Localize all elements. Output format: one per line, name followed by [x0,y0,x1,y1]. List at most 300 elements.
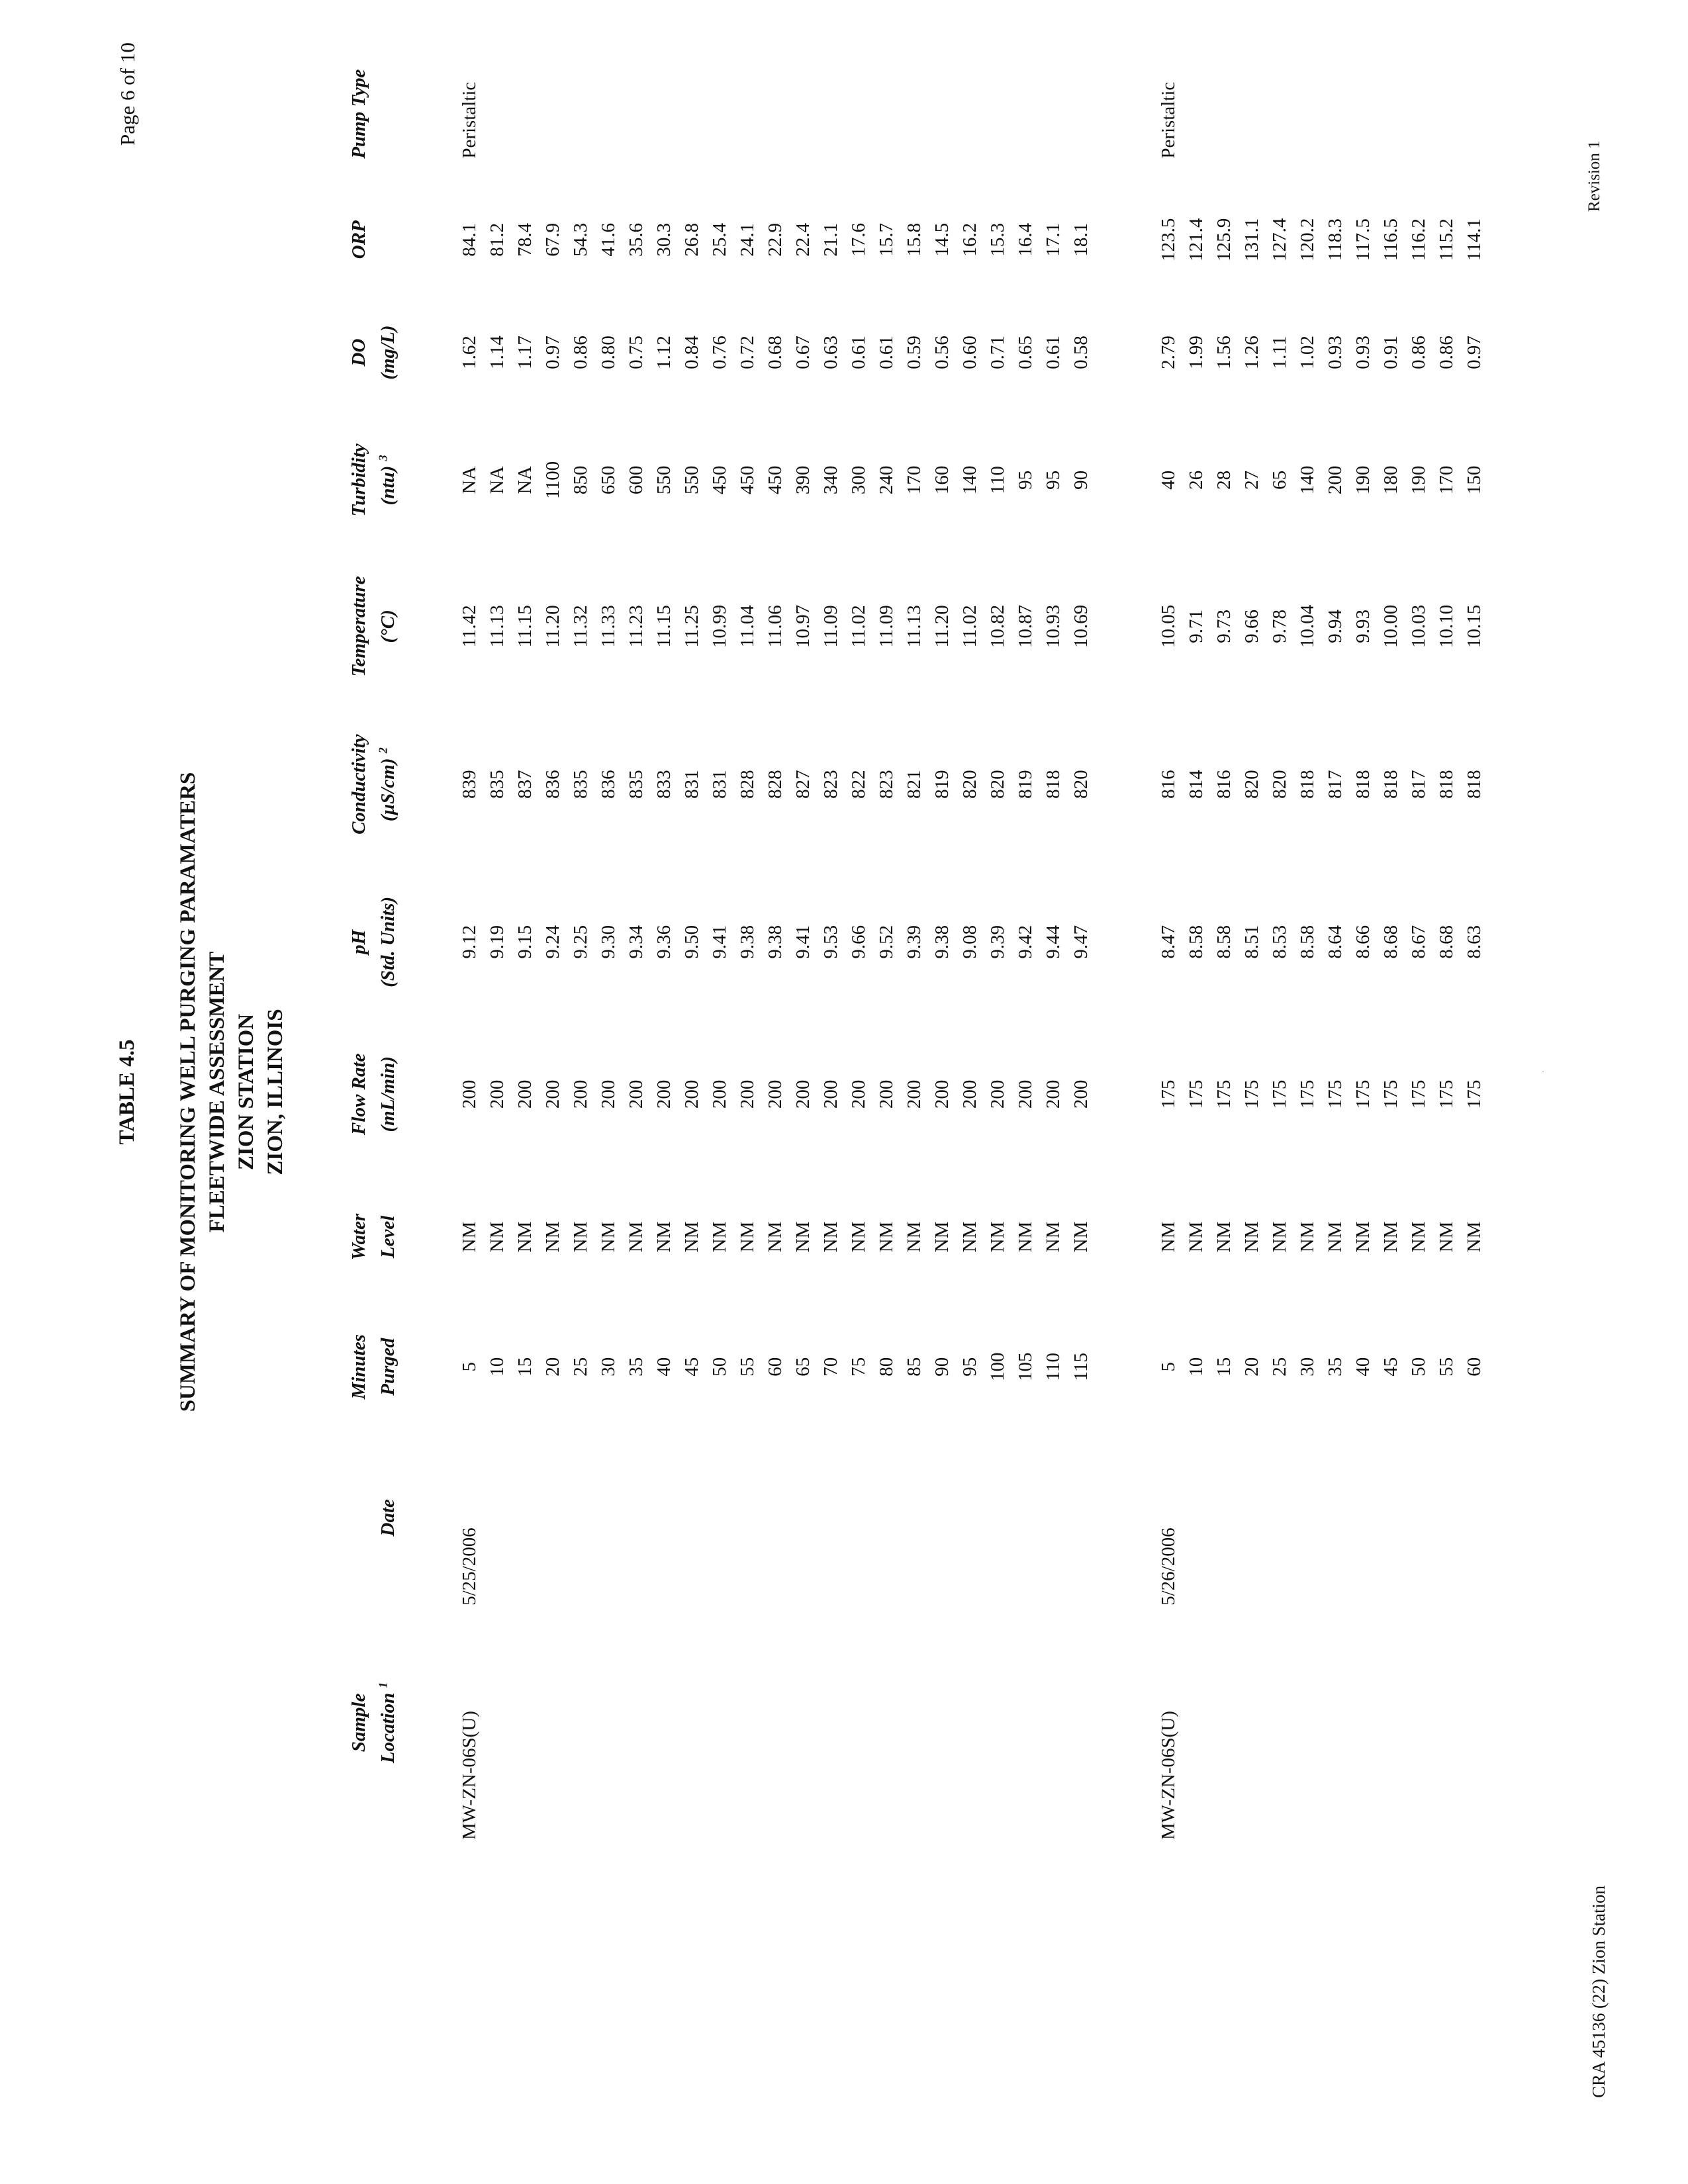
do-cell: 0.75 [626,336,647,369]
temperature-cell: 11.09 [820,605,841,648]
orp-cell: 41.6 [598,222,619,257]
do-cell: 0.65 [1015,336,1036,369]
turbidity-units-text: (ntu) [377,465,399,506]
ph-cell: 9.24 [542,925,563,959]
flow-rate-cell: 200 [792,1079,814,1109]
table-row [1293,0,1321,1840]
water-level-cell: NM [737,1221,758,1253]
header-pump-type: Pump Type [348,69,369,159]
orp-cell: 117.5 [1352,218,1374,261]
water-level-cell: NM [848,1221,869,1253]
minutes-purged-cell: 35 [1325,1357,1346,1377]
flow-rate-cell: 200 [904,1079,925,1109]
orp-cell: 115.2 [1436,218,1457,261]
conductivity-cell: 817 [1408,770,1429,799]
flow-rate-cell: 200 [459,1079,480,1109]
table-row [1067,0,1095,1840]
do-cell: 0.61 [876,336,897,369]
water-level-cell: NM [653,1221,675,1253]
table-row [1405,0,1432,1840]
orp-cell: 26.8 [681,222,702,257]
water-level-cell: NM [904,1221,925,1253]
conductivity-cell: 817 [1325,770,1346,799]
turbidity-cell: 40 [1158,470,1179,490]
do-cell: 0.61 [1043,336,1064,369]
temperature-cell: 11.20 [542,605,563,648]
minutes-purged-cell: 45 [681,1357,702,1377]
header-do-units: (mg/L) [377,325,399,380]
table-row [594,0,622,1840]
table-row [539,0,567,1840]
orp-cell: 116.2 [1408,218,1429,261]
conductivity-cell: 828 [737,770,758,799]
do-cell: 1.02 [1297,336,1318,369]
header-row-1 [344,0,373,1840]
table-row [845,0,872,1840]
turbidity-cell: NA [459,466,480,494]
temperature-cell: 11.09 [876,605,897,648]
ph-cell: 9.25 [570,925,591,959]
conductivity-cell: 818 [1043,770,1064,799]
do-cell: 1.26 [1241,336,1262,369]
orp-cell: 15.3 [987,222,1008,257]
table-body [455,0,1488,1840]
minutes-purged-cell: 25 [1269,1357,1290,1377]
do-cell: 0.84 [681,336,702,369]
orp-cell: 125.9 [1213,218,1235,261]
sample-location: MW-ZN-06S(U) [459,1711,480,1840]
ph-cell: 9.41 [709,925,730,959]
conductivity-cell: 819 [1015,770,1036,799]
ph-cell: 8.68 [1436,925,1457,959]
flow-rate-cell: 200 [653,1079,675,1109]
sample-date: 5/26/2006 [1158,1527,1179,1606]
flow-rate-cell: 175 [1297,1079,1318,1109]
flow-rate-cell: 200 [626,1079,647,1109]
minutes-purged-cell: 15 [1213,1357,1235,1377]
temperature-cell: 11.02 [848,605,869,648]
turbidity-cell: 1100 [542,461,563,499]
minutes-purged-cell: 65 [792,1357,814,1377]
flow-rate-cell: 200 [765,1079,786,1109]
flow-rate-cell: 200 [681,1079,702,1109]
header-conductivity-units [373,703,402,866]
minutes-purged-cell: 35 [626,1357,647,1377]
ph-cell: 9.66 [848,925,869,959]
ph-cell: 9.34 [626,925,647,959]
sample-location: MW-ZN-06S(U) [1158,1711,1179,1840]
orp-cell: 118.3 [1325,218,1346,261]
turbidity-cell: 160 [931,465,953,495]
ph-cell: 9.42 [1015,925,1036,959]
do-cell: 0.67 [792,336,814,369]
pump-type: Peristaltic [459,81,480,159]
water-level-cell: NM [1070,1221,1092,1253]
conductivity-cell: 816 [1158,770,1179,799]
table-number: TABLE 4.5 [115,1039,139,1145]
temperature-cell: 10.05 [1158,604,1179,648]
header-row-2 [373,0,402,1840]
ph-cell: 9.53 [820,925,841,959]
turbidity-cell: 28 [1213,470,1235,490]
flow-rate-cell: 200 [1070,1079,1092,1109]
header-minutes: Minutes [348,1334,369,1400]
temperature-cell: 11.06 [765,605,786,648]
temperature-cell: 9.73 [1213,610,1235,643]
footnote-3-mark: 3 [376,455,390,461]
table-row [1182,0,1210,1840]
temperature-cell: 10.10 [1436,604,1457,648]
conductivity-cell: 818 [1436,770,1457,799]
table-row [1432,0,1460,1840]
flow-rate-cell: 200 [598,1079,619,1109]
conductivity-cell: 820 [1269,770,1290,799]
temperature-cell: 11.02 [959,605,980,648]
table-row [900,0,928,1840]
title-line-1: SUMMARY OF MONITORING WELL PURGING PARAMATERS [176,772,200,1412]
water-level-cell: NM [792,1221,814,1253]
water-level-cell: NM [1043,1221,1064,1253]
flow-rate-cell: 200 [737,1079,758,1109]
scan-speck [1542,1071,1544,1072]
temperature-cell: 9.71 [1186,610,1207,643]
water-level-cell: NM [959,1221,980,1253]
do-cell: 1.17 [514,336,536,369]
conductivity-cell: 831 [681,770,702,799]
orp-cell: 114.1 [1464,218,1485,261]
water-level-cell: NM [1015,1221,1036,1253]
conductivity-cell: 818 [1352,770,1374,799]
temperature-cell: 11.04 [737,605,758,648]
flow-rate-cell: 175 [1213,1079,1235,1109]
turbidity-cell: 190 [1352,465,1374,495]
orp-cell: 15.7 [876,222,897,257]
conductivity-cell: 835 [626,770,647,799]
header-conductivity: Conductivity [348,734,369,835]
ph-cell: 8.64 [1325,925,1346,959]
orp-cell: 54.3 [570,222,591,257]
do-cell: 0.86 [570,336,591,369]
conductivity-cell: 818 [1464,770,1485,799]
minutes-purged-cell: 40 [653,1357,675,1377]
turbidity-cell: 65 [1269,470,1290,490]
ph-cell: 9.38 [737,925,758,959]
orp-cell: 15.8 [904,222,925,257]
orp-cell: 17.1 [1043,222,1064,257]
table-row [789,0,817,1840]
table-row [761,0,789,1840]
conductivity-cell: 820 [959,770,980,799]
water-level-cell: NM [487,1221,508,1253]
ph-cell: 8.66 [1352,925,1374,959]
conductivity-cell: 827 [792,770,814,799]
pump-type: Peristaltic [1158,81,1179,159]
ph-cell: 8.51 [1241,925,1262,959]
turbidity-cell: 140 [959,465,980,495]
water-level-cell: NM [459,1221,480,1253]
orp-cell: 116.5 [1380,218,1401,261]
minutes-purged-cell: 100 [987,1352,1008,1382]
ph-cell: 9.19 [487,925,508,959]
orp-cell: 81.2 [487,222,508,257]
minutes-purged-cell: 105 [1015,1352,1036,1382]
ph-cell: 8.47 [1158,925,1179,959]
flow-rate-cell: 175 [1269,1079,1290,1109]
ph-cell: 9.47 [1070,925,1092,959]
water-level-cell: NM [709,1221,730,1253]
minutes-purged-cell: 85 [904,1357,925,1377]
conductivity-cell: 828 [765,770,786,799]
table-row [455,0,483,1840]
water-level-cell: NM [1408,1221,1429,1253]
flow-rate-cell: 200 [959,1079,980,1109]
minutes-purged-cell: 5 [459,1362,480,1372]
water-level-cell: NM [681,1221,702,1253]
flow-rate-cell: 175 [1408,1079,1429,1109]
orp-cell: 123.5 [1158,218,1179,261]
table-row [622,0,650,1840]
water-level-cell: NM [1325,1221,1346,1253]
orp-cell: 127.4 [1269,218,1290,261]
flow-rate-cell: 200 [820,1079,841,1109]
turbidity-cell: 600 [626,465,647,495]
conductivity-cell: 822 [848,770,869,799]
header-location [373,1606,402,1840]
water-level-cell: NM [765,1221,786,1253]
water-level-cell: NM [1380,1221,1401,1253]
orp-cell: 67.9 [542,222,563,257]
flow-rate-cell: 175 [1186,1079,1207,1109]
do-cell: 0.56 [931,336,953,369]
ph-cell: 9.38 [765,925,786,959]
flow-rate-cell: 200 [709,1079,730,1109]
ph-cell: 9.39 [904,925,925,959]
footer-revision: Revision 1 [1585,140,1603,212]
do-cell: 1.99 [1186,336,1207,369]
table-row [1039,0,1067,1840]
temperature-cell: 10.03 [1408,604,1429,648]
table-row [1349,0,1377,1840]
header-location-text: Location [377,1692,399,1764]
footnote-2-mark: 2 [376,747,390,754]
water-level-cell: NM [876,1221,897,1253]
flow-rate-cell: 200 [570,1079,591,1109]
flow-rate-cell: 200 [848,1079,869,1109]
do-cell: 0.80 [598,336,619,369]
water-level-cell: NM [542,1221,563,1253]
temperature-cell: 10.93 [1043,604,1064,648]
flow-rate-cell: 200 [487,1079,508,1109]
orp-cell: 84.1 [459,222,480,257]
do-cell: 0.60 [959,336,980,369]
flow-rate-cell: 200 [876,1079,897,1109]
minutes-purged-cell: 20 [1241,1357,1262,1377]
temperature-cell: 9.94 [1325,610,1346,643]
temperature-cell: 11.20 [931,605,953,648]
purging-table [344,0,1488,1840]
conductivity-cell: 820 [1070,770,1092,799]
header-ph: pH [348,929,369,954]
temperature-cell: 11.13 [904,605,925,648]
do-cell: 0.97 [542,336,563,369]
do-cell: 0.68 [765,336,786,369]
flow-rate-cell: 200 [542,1079,563,1109]
turbidity-cell: 90 [1070,470,1092,490]
table-row [511,0,539,1840]
temperature-cell: 10.87 [1015,604,1036,648]
flow-rate-cell: 175 [1436,1079,1457,1109]
header-temperature: Temperature [348,576,369,677]
flow-rate-cell: 200 [1043,1079,1064,1109]
water-level-cell: NM [1158,1221,1179,1253]
turbidity-cell: 140 [1297,465,1318,495]
conductivity-units-text: (µS/cm) [377,758,399,822]
minutes-purged-cell: 30 [598,1357,619,1377]
water-level-cell: NM [1186,1221,1207,1253]
ph-cell: 8.58 [1213,925,1235,959]
temperature-cell: 9.78 [1269,610,1290,643]
minutes-purged-cell: 60 [765,1357,786,1377]
minutes-purged-cell: 95 [959,1357,980,1377]
water-level-cell: NM [1464,1221,1485,1253]
do-cell: 0.58 [1070,336,1092,369]
conductivity-cell: 821 [904,770,925,799]
table-row [1154,0,1182,1840]
turbidity-cell: 170 [1436,465,1457,495]
temperature-cell: 11.15 [514,605,536,648]
title-line-2: FLEETWIDE ASSESSMENT [205,951,229,1233]
table-row [678,0,706,1840]
water-level-cell: NM [1241,1221,1262,1253]
ph-cell: 8.67 [1408,925,1429,959]
minutes-purged-cell: 55 [1436,1357,1457,1377]
flow-rate-cell: 200 [987,1079,1008,1109]
temperature-cell: 9.66 [1241,610,1262,643]
minutes-purged-cell: 5 [1158,1362,1179,1372]
orp-cell: 121.4 [1186,218,1207,261]
turbidity-cell: 850 [570,465,591,495]
orp-cell: 35.6 [626,222,647,257]
minutes-purged-cell: 15 [514,1357,536,1377]
conductivity-cell: 835 [487,770,508,799]
orp-cell: 131.1 [1241,218,1262,261]
temperature-cell: 11.33 [598,605,619,648]
table-row [928,0,956,1840]
table-row [1266,0,1293,1840]
ph-cell: 9.15 [514,925,536,959]
header-level: Level [377,1215,399,1259]
water-level-cell: NM [1436,1221,1457,1253]
do-cell: 0.63 [820,336,841,369]
conductivity-cell: 820 [987,770,1008,799]
footer-reference: CRA 45136 (22) Zion Station [1589,1885,1609,2098]
page-number: Page 6 of 10 [116,42,139,146]
ph-cell: 9.44 [1043,925,1064,959]
orp-cell: 16.2 [959,222,980,257]
header-turbidity-units [373,410,402,549]
temperature-cell: 11.25 [681,605,702,648]
orp-cell: 30.3 [653,222,675,257]
orp-cell: 24.1 [737,222,758,257]
do-cell: 0.76 [709,336,730,369]
do-cell: 0.91 [1380,336,1401,369]
water-level-cell: NM [1297,1221,1318,1253]
turbidity-cell: 300 [848,465,869,495]
conductivity-cell: 839 [459,770,480,799]
header-orp: ORP [348,220,369,259]
water-level-cell: NM [626,1221,647,1253]
turbidity-cell: 190 [1408,465,1429,495]
title-line-3: ZION STATION [234,1013,258,1171]
water-level-cell: NM [598,1221,619,1253]
temperature-cell: 10.15 [1464,604,1485,648]
flow-rate-cell: 175 [1241,1079,1262,1109]
minutes-purged-cell: 80 [876,1357,897,1377]
table-row [1210,0,1238,1840]
orp-cell: 22.4 [792,222,814,257]
table-row [872,0,900,1840]
ph-cell: 8.68 [1380,925,1401,959]
temperature-cell: 10.82 [987,604,1008,648]
do-cell: 0.86 [1408,336,1429,369]
flow-rate-cell: 175 [1464,1079,1485,1109]
header-temperature-units: (°C) [377,610,399,643]
conductivity-cell: 831 [709,770,730,799]
minutes-purged-cell: 70 [820,1357,841,1377]
conductivity-cell: 818 [1297,770,1318,799]
orp-cell: 14.5 [931,222,953,257]
temperature-cell: 10.04 [1297,604,1318,648]
do-cell: 0.93 [1352,336,1374,369]
turbidity-cell: 110 [987,466,1008,494]
flow-rate-cell: 200 [514,1079,536,1109]
temperature-cell: 11.13 [487,605,508,648]
ph-cell: 9.52 [876,925,897,959]
water-level-cell: NM [514,1221,536,1253]
minutes-purged-cell: 20 [542,1357,563,1377]
conductivity-cell: 819 [931,770,953,799]
conductivity-cell: 835 [570,770,591,799]
table-row [1238,0,1266,1840]
minutes-purged-cell: 60 [1464,1357,1485,1377]
header-water: Water [348,1213,369,1261]
table-row [650,0,678,1840]
table-row [1377,0,1405,1840]
conductivity-cell: 823 [876,770,897,799]
temperature-cell: 10.69 [1070,604,1092,648]
turbidity-cell: 390 [792,465,814,495]
header-purged: Purged [377,1338,399,1396]
ph-cell: 9.30 [598,925,619,959]
water-level-cell: NM [987,1221,1008,1253]
water-level-cell: NM [820,1221,841,1253]
orp-cell: 78.4 [514,222,536,257]
conductivity-cell: 818 [1380,770,1401,799]
water-level-cell: NM [1213,1221,1235,1253]
table-row [817,0,845,1840]
table-row [984,0,1011,1840]
turbidity-cell: 27 [1241,470,1262,490]
turbidity-cell: 95 [1043,470,1064,490]
header-flow-units: (mL/min) [377,1056,399,1132]
temperature-cell: 11.42 [459,605,480,648]
temperature-cell: 11.23 [626,605,647,648]
do-cell: 0.93 [1325,336,1346,369]
do-cell: 0.61 [848,336,869,369]
turbidity-cell: 95 [1015,470,1036,490]
temperature-cell: 10.99 [709,604,730,648]
water-level-cell: NM [931,1221,953,1253]
